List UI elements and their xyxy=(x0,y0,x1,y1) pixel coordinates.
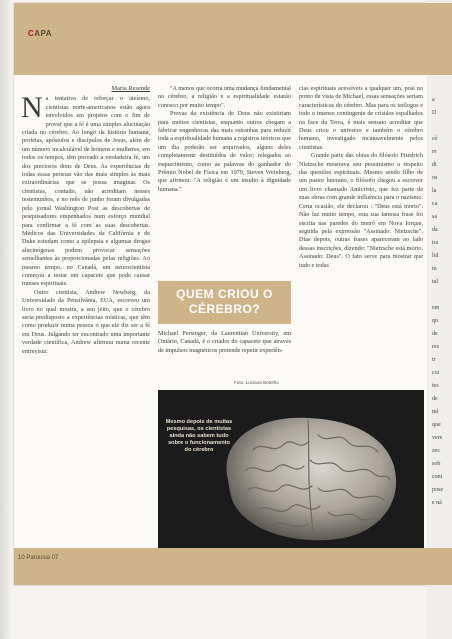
next-page-fragment: os xyxy=(432,175,438,181)
next-page-fragment: ca xyxy=(432,201,438,207)
brain-illustration xyxy=(158,390,424,548)
next-page-fragment: cont xyxy=(432,474,443,480)
section-label: CAPA xyxy=(28,29,53,38)
brain-photo xyxy=(158,390,424,548)
next-page-fragment: cé xyxy=(432,136,438,142)
next-page-fragment: tes xyxy=(432,383,439,389)
next-page-fragment: da xyxy=(432,227,438,233)
drop-cap: N xyxy=(21,91,43,125)
next-page-fragment: qu xyxy=(432,318,438,324)
column3-paragraph-2: Grande parte das obras do filósofo Friedrich Nietzsche mostrava seu pessimismo a respeito das questões espirituais. Mesmo sendo filho de um pastor luterano, o filósofo chegou a escrever um livro chamado Anticristo, que fez parte de suas obras com grande influência para o nazismo. Certa ocasião, ele declarou : "Deus está morto". Não faz muito tempo, esta sua famosa frase foi escrita nas paredes do metrô em Nova Iorque, seguida pela expressão "Assinado: Nietzsche". Dias depois, outras frases apareceram ao lado dessas inscrições, dizendo: "Nietzsche está morto. Assinado: Deus". O fato serve para mostrar que tudo e todas xyxy=(299,152,424,269)
next-page-fragment: di xyxy=(432,162,437,168)
next-page-fragment: de xyxy=(432,396,438,402)
next-page-fragment: tal xyxy=(432,279,438,285)
column2-paragraph-3: Michael Persinger, da Laurentian University, em Ontário, Canadá, é o criador do capacete que através de impulsos magnéticos pretende repetir experiên- xyxy=(158,330,291,354)
next-page-fragment: pose xyxy=(432,487,443,493)
next-page-fragment: la xyxy=(432,188,437,194)
next-page-fragment: mí xyxy=(432,409,439,415)
next-page-fragment: a xyxy=(432,97,435,103)
headline-box xyxy=(158,281,291,324)
column1-paragraph-1: Na tentativa de reforçar o ateísmo, cientistas norte-americanos estão agora envolvidos em projetos com o fim de provar que a fé é uma simples alucinação criada no cérebro. Ao longo da história humana, profetas, apóstolos e discípulos de Jesus, além de um número incalculável de homens e mulheres, em todos os tempos, têm provado a verdadeira fé, um dos preciosos dons de Deus. As experiências de todas essas pessoas vão das mais simples às mais extraordinárias que se possa imaginar. Os cientistas, contudo, não acreditam nesses testemunhos, e no mês de junho foram divulgadas pelo jornal Washington Post as descobertas de pesquisadores empenhados num esforço mundial para confirmar a fé com as suas descobertas. Médicos das Universidades da Califórnia e de Duke estudam como a epilepsia e algumas drogas alucinógenas podem provocar sensações semelhantes às proporcionadas pelas religiões. Ao mesmo tempo, no Canadá, um neurocientista começou a testar um capacete que pode causar transes espirituais. xyxy=(21,91,150,288)
photo-caption: Mesmo depois de muitas pesquisas, os cientistas ainda não sabem tudo sobre o funcionamento do cérebro xyxy=(165,419,233,453)
next-page-fragment: sa xyxy=(432,214,437,220)
next-page-fragment: que xyxy=(432,422,441,428)
author-name: Maria Resende xyxy=(111,85,150,92)
article-column-3 xyxy=(299,85,423,270)
next-page-fragment: tr xyxy=(432,357,436,363)
next-page-bottom-band xyxy=(427,548,452,585)
next-page-fragment: vere xyxy=(432,435,443,441)
next-page-top-band xyxy=(427,3,452,75)
bottom-color-band xyxy=(14,548,427,585)
next-page-fragment: sob xyxy=(432,461,441,467)
next-page-fragment: em xyxy=(432,305,440,311)
page-footer: 10 Parousia 07 xyxy=(18,555,59,561)
next-page-fragment: D xyxy=(432,110,437,116)
column2-paragraph-2: Provas da existência de Deus não existiriam para muitos cientistas, enquanto outros chegam a fabricar engenhocas das mais estranhas para reduzir toda a espiritualidade humana a registros teóricos que um dia poderão ser arquivados, alguns deles completamente destituídos de valor; relegados ao esquecimento, como as palavras do ganhador do Prêmio Nobel de Física em 1979, Steven Weinberg, que afirmou: "A religião é um insulto à dignidade humana." xyxy=(158,110,291,193)
article-column-1 xyxy=(22,85,150,356)
photo-credit: Foto: Luciana Botelho xyxy=(234,380,279,385)
top-color-band xyxy=(14,3,427,75)
column1-paragraph-2: Outro cientista, Andrew Newberg, da Universidade da Pensilvânia, EUA, escreveu um livro no qual mostra, a seu jeito, que o cérebro seria predisposto a experiências místicas, que têm como produzir numa pessoa o que ele diz ser a fé em Deus. Julgando ter encontrado uma importante verdade científica, Andrew afirmou numa recente entrevista: xyxy=(22,288,150,355)
next-page-fragment: e nã xyxy=(432,500,442,506)
next-page-fragment: lid xyxy=(432,253,439,259)
next-page-fragment: coi xyxy=(432,370,440,376)
next-page-fragment: res xyxy=(432,344,439,350)
magazine-page xyxy=(14,3,427,585)
next-page-fragment: de xyxy=(432,331,438,337)
next-page-fragment: re xyxy=(432,149,437,155)
next-page-fragment: m xyxy=(432,266,437,272)
article-column-2-continued xyxy=(158,330,291,355)
article-column-2 xyxy=(158,85,291,194)
column3-paragraph-1: cias espirituais acessíveis a qualquer um, posi no ponto de vista de Michael, essas sensações seriam características do cérebro. Mas para os teólogos e todo o imenso contingente de cristãos espalhados na face da Terra, é mais sensato acreditar que Deus criou o universo e também o cérebro humano, investigado incansavelmente pelos cientistas. xyxy=(299,85,423,151)
column2-paragraph-1: "A menos que ocorra uma mudança fundamental no cérebro, a religião e a espiritualidade estarão conosco por muito tempo". xyxy=(158,85,291,109)
next-page-edge xyxy=(427,0,452,639)
next-page-fragment: zec xyxy=(432,448,440,454)
scan-shadow xyxy=(0,0,12,639)
section-headline: QUEM CRIOU O CÉREBRO? xyxy=(176,287,273,316)
next-page-fragment: tra xyxy=(432,240,439,246)
